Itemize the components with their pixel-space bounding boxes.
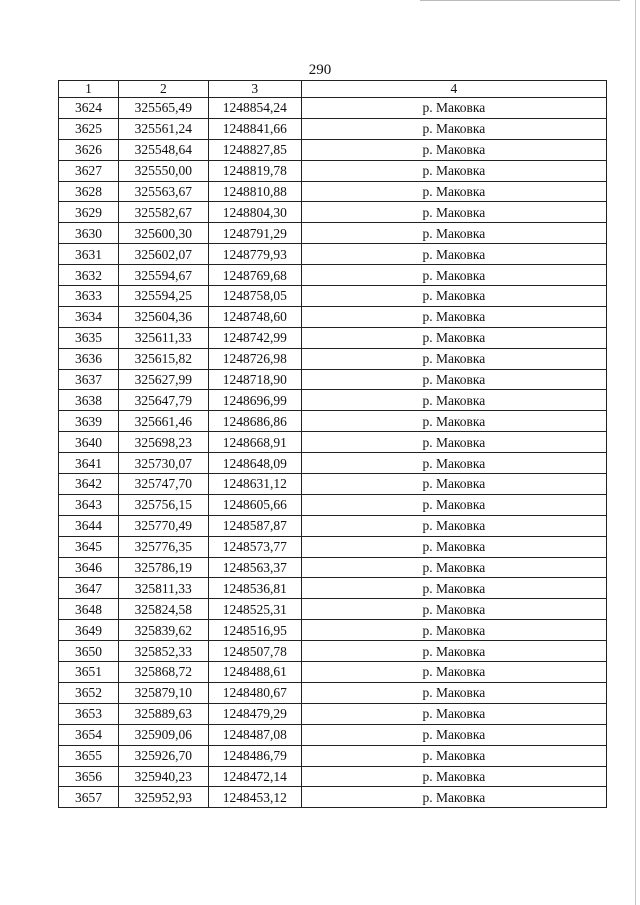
x-coordinate-cell: 325594,67 <box>118 265 208 286</box>
point-number-cell: 3624 <box>59 98 119 119</box>
object-name-cell: р. Маковка <box>301 411 606 432</box>
y-coordinate-cell: 1248648,09 <box>208 453 301 474</box>
column-header: 1 <box>59 81 119 98</box>
y-coordinate-cell: 1248841,66 <box>208 118 301 139</box>
point-number-cell: 3649 <box>59 620 119 641</box>
x-coordinate-cell: 325627,99 <box>118 369 208 390</box>
y-coordinate-cell: 1248479,29 <box>208 703 301 724</box>
object-name-cell: р. Маковка <box>301 244 606 265</box>
y-coordinate-cell: 1248769,68 <box>208 265 301 286</box>
y-coordinate-cell: 1248779,93 <box>208 244 301 265</box>
y-coordinate-cell: 1248718,90 <box>208 369 301 390</box>
point-number-cell: 3630 <box>59 223 119 244</box>
x-coordinate-cell: 325747,70 <box>118 474 208 495</box>
point-number-cell: 3625 <box>59 118 119 139</box>
object-name-cell: р. Маковка <box>301 515 606 536</box>
table-row <box>59 745 607 766</box>
x-coordinate-cell: 325661,46 <box>118 411 208 432</box>
point-number-cell: 3645 <box>59 536 119 557</box>
object-name-cell: р. Маковка <box>301 286 606 307</box>
object-name-cell: р. Маковка <box>301 369 606 390</box>
y-coordinate-cell: 1248827,85 <box>208 139 301 160</box>
y-coordinate-cell: 1248758,05 <box>208 286 301 307</box>
object-name-cell: р. Маковка <box>301 703 606 724</box>
x-coordinate-cell: 325952,93 <box>118 787 208 808</box>
object-name-cell: р. Маковка <box>301 599 606 620</box>
x-coordinate-cell: 325940,23 <box>118 766 208 787</box>
object-name-cell: р. Маковка <box>301 536 606 557</box>
y-coordinate-cell: 1248605,66 <box>208 494 301 515</box>
table-row <box>59 411 607 432</box>
table-row <box>59 453 607 474</box>
y-coordinate-cell: 1248631,12 <box>208 474 301 495</box>
point-number-cell: 3627 <box>59 160 119 181</box>
point-number-cell: 3626 <box>59 139 119 160</box>
object-name-cell: р. Маковка <box>301 641 606 662</box>
x-coordinate-cell: 325602,07 <box>118 244 208 265</box>
x-coordinate-cell: 325563,67 <box>118 181 208 202</box>
y-coordinate-cell: 1248726,98 <box>208 348 301 369</box>
y-coordinate-cell: 1248748,60 <box>208 306 301 327</box>
object-name-cell: р. Маковка <box>301 181 606 202</box>
y-coordinate-cell: 1248453,12 <box>208 787 301 808</box>
object-name-cell: р. Маковка <box>301 306 606 327</box>
point-number-cell: 3653 <box>59 703 119 724</box>
object-name-cell: р. Маковка <box>301 662 606 683</box>
point-number-cell: 3641 <box>59 453 119 474</box>
y-coordinate-cell: 1248516,95 <box>208 620 301 641</box>
object-name-cell: р. Маковка <box>301 160 606 181</box>
y-coordinate-cell: 1248804,30 <box>208 202 301 223</box>
x-coordinate-cell: 325550,00 <box>118 160 208 181</box>
point-number-cell: 3652 <box>59 682 119 703</box>
table-row <box>59 494 607 515</box>
object-name-cell: р. Маковка <box>301 474 606 495</box>
table-row <box>59 724 607 745</box>
x-coordinate-cell: 325776,35 <box>118 536 208 557</box>
x-coordinate-cell: 325868,72 <box>118 662 208 683</box>
object-name-cell: р. Маковка <box>301 223 606 244</box>
table-row <box>59 223 607 244</box>
table-row <box>59 703 607 724</box>
x-coordinate-cell: 325647,79 <box>118 390 208 411</box>
scan-artifact-line <box>420 0 620 1</box>
y-coordinate-cell: 1248854,24 <box>208 98 301 119</box>
point-number-cell: 3655 <box>59 745 119 766</box>
x-coordinate-cell: 325565,49 <box>118 98 208 119</box>
table-row <box>59 181 607 202</box>
y-coordinate-cell: 1248480,67 <box>208 682 301 703</box>
y-coordinate-cell: 1248668,91 <box>208 432 301 453</box>
point-number-cell: 3651 <box>59 662 119 683</box>
y-coordinate-cell: 1248536,81 <box>208 578 301 599</box>
x-coordinate-cell: 325730,07 <box>118 453 208 474</box>
x-coordinate-cell: 325889,63 <box>118 703 208 724</box>
object-name-cell: р. Маковка <box>301 787 606 808</box>
point-number-cell: 3637 <box>59 369 119 390</box>
y-coordinate-cell: 1248487,08 <box>208 724 301 745</box>
table-header-row <box>59 81 607 98</box>
x-coordinate-cell: 325582,67 <box>118 202 208 223</box>
point-number-cell: 3635 <box>59 327 119 348</box>
x-coordinate-cell: 325811,33 <box>118 578 208 599</box>
object-name-cell: р. Маковка <box>301 265 606 286</box>
object-name-cell: р. Маковка <box>301 98 606 119</box>
y-coordinate-cell: 1248819,78 <box>208 160 301 181</box>
point-number-cell: 3629 <box>59 202 119 223</box>
point-number-cell: 3650 <box>59 641 119 662</box>
y-coordinate-cell: 1248587,87 <box>208 515 301 536</box>
point-number-cell: 3638 <box>59 390 119 411</box>
point-number-cell: 3643 <box>59 494 119 515</box>
table-row <box>59 578 607 599</box>
object-name-cell: р. Маковка <box>301 494 606 515</box>
y-coordinate-cell: 1248525,31 <box>208 599 301 620</box>
column-header: 2 <box>118 81 208 98</box>
point-number-cell: 3628 <box>59 181 119 202</box>
point-number-cell: 3648 <box>59 599 119 620</box>
y-coordinate-cell: 1248472,14 <box>208 766 301 787</box>
x-coordinate-cell: 325770,49 <box>118 515 208 536</box>
point-number-cell: 3640 <box>59 432 119 453</box>
x-coordinate-cell: 325756,15 <box>118 494 208 515</box>
table-row <box>59 515 607 536</box>
object-name-cell: р. Маковка <box>301 118 606 139</box>
table-row <box>59 98 607 119</box>
point-number-cell: 3646 <box>59 557 119 578</box>
object-name-cell: р. Маковка <box>301 578 606 599</box>
x-coordinate-cell: 325561,24 <box>118 118 208 139</box>
point-number-cell: 3636 <box>59 348 119 369</box>
y-coordinate-cell: 1248488,61 <box>208 662 301 683</box>
object-name-cell: р. Маковка <box>301 327 606 348</box>
table-row <box>59 682 607 703</box>
page-edge-line <box>635 0 636 905</box>
table-row <box>59 474 607 495</box>
x-coordinate-cell: 325698,23 <box>118 432 208 453</box>
point-number-cell: 3647 <box>59 578 119 599</box>
table-row <box>59 244 607 265</box>
table-body <box>59 98 607 808</box>
x-coordinate-cell: 325548,64 <box>118 139 208 160</box>
object-name-cell: р. Маковка <box>301 557 606 578</box>
table-row <box>59 369 607 390</box>
table-row <box>59 286 607 307</box>
y-coordinate-cell: 1248696,99 <box>208 390 301 411</box>
x-coordinate-cell: 325786,19 <box>118 557 208 578</box>
x-coordinate-cell: 325594,25 <box>118 286 208 307</box>
table-row <box>59 641 607 662</box>
table-row <box>59 599 607 620</box>
x-coordinate-cell: 325839,62 <box>118 620 208 641</box>
y-coordinate-cell: 1248742,99 <box>208 327 301 348</box>
table-row <box>59 620 607 641</box>
point-number-cell: 3639 <box>59 411 119 432</box>
point-number-cell: 3634 <box>59 306 119 327</box>
x-coordinate-cell: 325615,82 <box>118 348 208 369</box>
table-row <box>59 766 607 787</box>
x-coordinate-cell: 325852,33 <box>118 641 208 662</box>
column-header: 3 <box>208 81 301 98</box>
object-name-cell: р. Маковка <box>301 202 606 223</box>
point-number-cell: 3656 <box>59 766 119 787</box>
table-row <box>59 160 607 181</box>
x-coordinate-cell: 325824,58 <box>118 599 208 620</box>
y-coordinate-cell: 1248573,77 <box>208 536 301 557</box>
column-header: 4 <box>301 81 606 98</box>
object-name-cell: р. Маковка <box>301 620 606 641</box>
table-row <box>59 557 607 578</box>
object-name-cell: р. Маковка <box>301 348 606 369</box>
table-row <box>59 432 607 453</box>
table-row <box>59 536 607 557</box>
x-coordinate-cell: 325604,36 <box>118 306 208 327</box>
point-number-cell: 3633 <box>59 286 119 307</box>
object-name-cell: р. Маковка <box>301 766 606 787</box>
point-number-cell: 3642 <box>59 474 119 495</box>
table-row <box>59 662 607 683</box>
object-name-cell: р. Маковка <box>301 432 606 453</box>
object-name-cell: р. Маковка <box>301 453 606 474</box>
table-row <box>59 139 607 160</box>
point-number-cell: 3644 <box>59 515 119 536</box>
y-coordinate-cell: 1248686,86 <box>208 411 301 432</box>
x-coordinate-cell: 325926,70 <box>118 745 208 766</box>
table-row <box>59 306 607 327</box>
point-number-cell: 3631 <box>59 244 119 265</box>
table-row <box>59 787 607 808</box>
point-number-cell: 3654 <box>59 724 119 745</box>
y-coordinate-cell: 1248810,88 <box>208 181 301 202</box>
y-coordinate-cell: 1248563,37 <box>208 557 301 578</box>
y-coordinate-cell: 1248486,79 <box>208 745 301 766</box>
x-coordinate-cell: 325611,33 <box>118 327 208 348</box>
table-row <box>59 348 607 369</box>
object-name-cell: р. Маковка <box>301 390 606 411</box>
y-coordinate-cell: 1248791,29 <box>208 223 301 244</box>
table-row <box>59 118 607 139</box>
table-row <box>59 390 607 411</box>
object-name-cell: р. Маковка <box>301 139 606 160</box>
object-name-cell: р. Маковка <box>301 682 606 703</box>
point-number-cell: 3632 <box>59 265 119 286</box>
object-name-cell: р. Маковка <box>301 745 606 766</box>
table-row <box>59 202 607 223</box>
point-number-cell: 3657 <box>59 787 119 808</box>
x-coordinate-cell: 325879,10 <box>118 682 208 703</box>
table-row <box>59 265 607 286</box>
coordinates-table <box>58 80 607 808</box>
y-coordinate-cell: 1248507,78 <box>208 641 301 662</box>
object-name-cell: р. Маковка <box>301 724 606 745</box>
x-coordinate-cell: 325909,06 <box>118 724 208 745</box>
x-coordinate-cell: 325600,30 <box>118 223 208 244</box>
page-number: 290 <box>308 62 332 78</box>
table-row <box>59 327 607 348</box>
